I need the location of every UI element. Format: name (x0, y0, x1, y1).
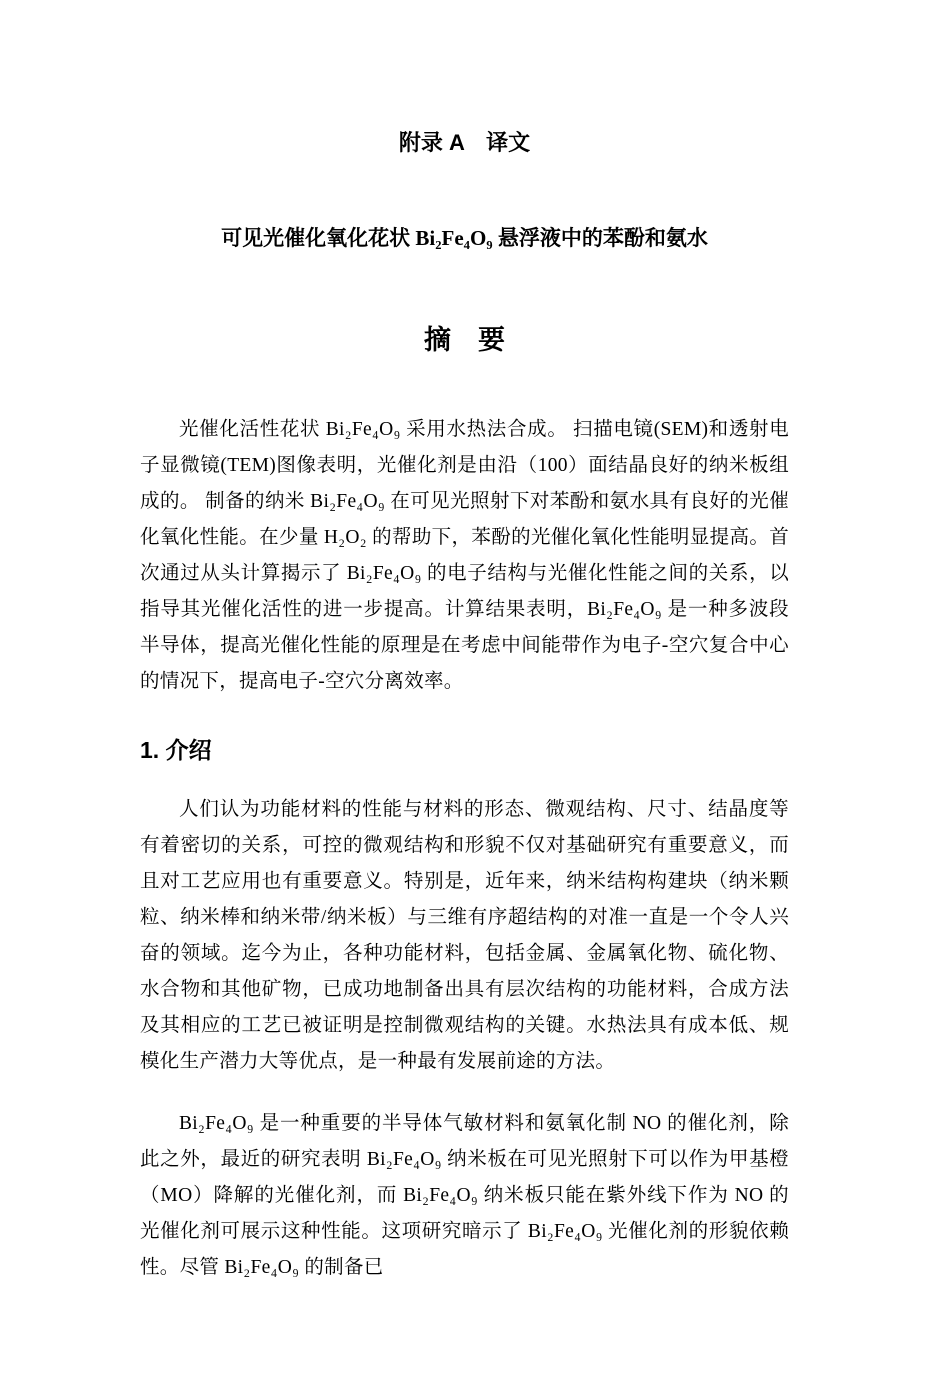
paper-title: 可见光催化氧化花状 Bi₂Fe₄O₉ 悬浮液中的苯酚和氨水 (221, 225, 708, 250)
intro-paragraph-1: 人们认为功能材料的性能与材料的形态、微观结构、尺寸、结晶度等有着密切的关系，可控的微观结构和形貌不仅对基础研究有重要意义，而且对工艺应用也有重要意义。特别是，近年来，纳米结构构建块（纳米颗粒、纳米棒和纳米带/纳米板）与三维有序超结构的对准一直是一个令人兴奋的领域。迄今为止，各种功能材料，包括金属、金属氧化物、硫化物、水合物和其他矿物，已成功地制备出具有层次结构的功能材料，合成方法及其相应的工艺已被证明是控制微观结构的关键。水热法具有成本低、规模化生产潜力大等优点，是一种最有发展前途的方法。 (140, 799, 789, 1073)
section-1-heading: 1. 介绍 (140, 737, 212, 764)
intro-paragraph-2: Bi₂Fe₄O₉ 是一种重要的半导体气敏材料和氨氧化制 NO 的催化剂，除此之外，最近的研究表明 Bi₂Fe₄O₉ 纳米板在可见光照射下可以作为甲基橙（MO）降解的光催化剂，而 Bi₂Fe₄O₉ 纳米板只能在紫外线下作为 NO 的光催化剂可展示这种性能。这项研究暗示了 Bi₂Fe₄O₉ 光催化剂的形貌依赖性。尽管 Bi₂Fe₄O₉ 的制备已 (140, 1113, 789, 1279)
abstract-paragraph: 光催化活性花状 Bi₂Fe₄O₉ 采用水热法合成。 扫描电镜(SEM)和透射电子显微镜(TEM)图像表明，光催化剂是由沿（100）面结晶良好的纳米板组成的。 制备的纳米 Bi₂Fe₄O₉ 在可见光照射下对苯酚和氨水具有良好的光催化氧化性能。在少量 H₂O₂ 的帮助下，苯酚的光催化氧化性能明显提高。首次通过从头计算揭示了 Bi₂Fe₄O₉ 的电子结构与光催化性能之间的关系，以指导其光催化活性的进一步提高。计算结果表明，Bi₂Fe₄O₉ 是一种多波段半导体，提高光催化性能的原理是在考虑中间能带作为电子-空穴复合中心的情况下，提高电子-空穴分离效率。 (140, 419, 789, 693)
abstract-heading: 摘 要 (424, 325, 505, 356)
appendix-title: 附录 A 译文 (398, 130, 531, 155)
